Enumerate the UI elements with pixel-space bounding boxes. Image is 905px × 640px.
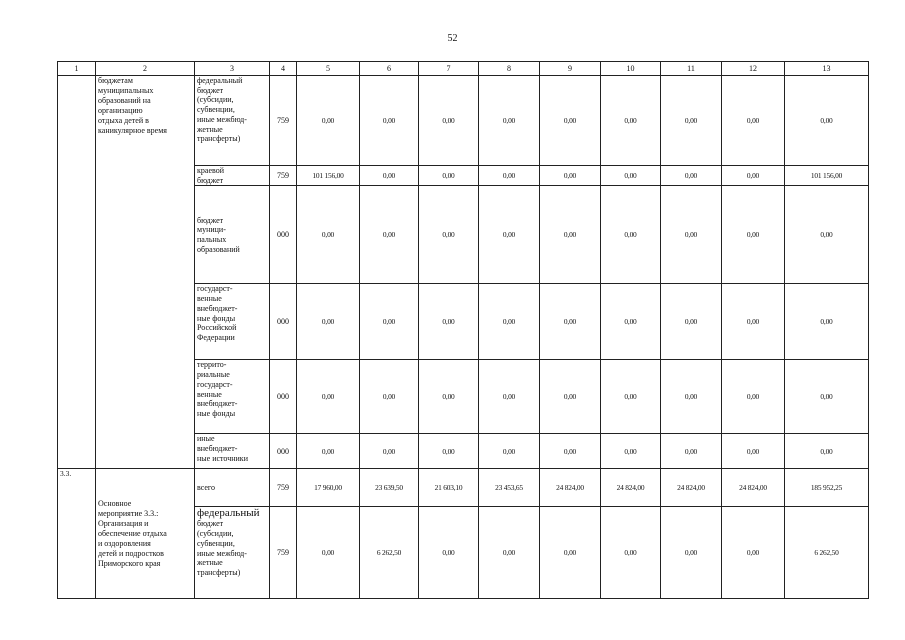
amount-cell: 185 952,25 bbox=[785, 469, 869, 507]
column-number: 2 bbox=[96, 62, 195, 76]
amount-cell: 0,00 bbox=[360, 76, 419, 166]
budget-row bbox=[58, 76, 869, 166]
column-number: 11 bbox=[661, 62, 722, 76]
budget-code: 759 bbox=[270, 76, 297, 166]
amount-cell: 0,00 bbox=[661, 284, 722, 360]
amount-cell: 0,00 bbox=[479, 507, 540, 599]
funding-source bbox=[195, 434, 270, 469]
column-number: 12 bbox=[722, 62, 785, 76]
amount-cell: 0,00 bbox=[297, 76, 360, 166]
amount-cell: 0,00 bbox=[360, 434, 419, 469]
column-number: 1 bbox=[58, 62, 96, 76]
funding-source-first-line: федеральный bbox=[197, 507, 260, 520]
amount-cell: 0,00 bbox=[540, 360, 601, 434]
amount-cell: 23 453,65 bbox=[479, 469, 540, 507]
budget-code: 759 bbox=[270, 469, 297, 507]
amount-cell: 0,00 bbox=[419, 507, 479, 599]
amount-cell: 24 824,00 bbox=[540, 469, 601, 507]
column-number: 7 bbox=[419, 62, 479, 76]
item-description-text: Основное мероприятие 3.3.: Организация и обеспечение отдыха и оздоровления детей и подростков Приморского края bbox=[98, 498, 167, 568]
amount-cell: 0,00 bbox=[540, 76, 601, 166]
amount-cell: 0,00 bbox=[297, 284, 360, 360]
amount-cell: 101 156,00 bbox=[297, 166, 360, 186]
funding-source-text: федеральный бюджет (субсидии, субвенции, иные межбюд- жетные трансферты) bbox=[197, 76, 247, 144]
amount-cell: 0,00 bbox=[419, 284, 479, 360]
amount-cell: 0,00 bbox=[661, 360, 722, 434]
amount-cell: 0,00 bbox=[540, 166, 601, 186]
amount-cell: 0,00 bbox=[360, 166, 419, 186]
amount-cell: 23 639,50 bbox=[360, 469, 419, 507]
column-number: 5 bbox=[297, 62, 360, 76]
funding-source-text: всего bbox=[197, 483, 216, 493]
amount-cell: 0,00 bbox=[601, 166, 661, 186]
amount-cell: 0,00 bbox=[479, 284, 540, 360]
amount-cell: 0,00 bbox=[297, 360, 360, 434]
amount-cell: 0,00 bbox=[479, 434, 540, 469]
amount-cell: 0,00 bbox=[360, 284, 419, 360]
amount-cell: 0,00 bbox=[419, 360, 479, 434]
funding-source-text: бюджет муници- пальных образований bbox=[197, 215, 240, 254]
amount-cell: 0,00 bbox=[722, 360, 785, 434]
amount-cell: 101 156,00 bbox=[785, 166, 869, 186]
amount-cell: 0,00 bbox=[601, 284, 661, 360]
amount-cell: 0,00 bbox=[601, 76, 661, 166]
amount-cell: 0,00 bbox=[297, 434, 360, 469]
column-number: 9 bbox=[540, 62, 601, 76]
amount-cell: 0,00 bbox=[722, 434, 785, 469]
column-number: 13 bbox=[785, 62, 869, 76]
amount-cell: 0,00 bbox=[419, 166, 479, 186]
amount-cell: 0,00 bbox=[419, 434, 479, 469]
column-number: 4 bbox=[270, 62, 297, 76]
amount-cell: 0,00 bbox=[661, 76, 722, 166]
amount-cell: 21 603,10 bbox=[419, 469, 479, 507]
amount-cell: 0,00 bbox=[601, 186, 661, 284]
funding-source bbox=[195, 360, 270, 434]
amount-cell: 0,00 bbox=[479, 186, 540, 284]
amount-cell: 0,00 bbox=[540, 507, 601, 599]
amount-cell: 0,00 bbox=[419, 76, 479, 166]
amount-cell: 0,00 bbox=[661, 166, 722, 186]
budget-table bbox=[57, 61, 869, 599]
item-number: 3.3. bbox=[58, 469, 96, 599]
amount-cell: 0,00 bbox=[722, 507, 785, 599]
budget-code: 000 bbox=[270, 360, 297, 434]
budget-row bbox=[58, 469, 869, 507]
funding-source-text: бюджет (субсидии, субвенции, иные межбюд- жетные трансферты) bbox=[197, 519, 247, 577]
amount-cell: 0,00 bbox=[722, 76, 785, 166]
budget-code: 759 bbox=[270, 166, 297, 186]
amount-cell: 0,00 bbox=[360, 360, 419, 434]
amount-cell: 0,00 bbox=[540, 284, 601, 360]
funding-source bbox=[195, 284, 270, 360]
amount-cell: 24 824,00 bbox=[722, 469, 785, 507]
amount-cell: 0,00 bbox=[419, 186, 479, 284]
amount-cell: 0,00 bbox=[601, 434, 661, 469]
column-number: 3 bbox=[195, 62, 270, 76]
column-number-row bbox=[58, 62, 869, 76]
amount-cell: 0,00 bbox=[601, 507, 661, 599]
amount-cell: 0,00 bbox=[722, 284, 785, 360]
amount-cell: 0,00 bbox=[601, 360, 661, 434]
amount-cell: 0,00 bbox=[297, 507, 360, 599]
funding-source bbox=[195, 166, 270, 186]
item-number bbox=[58, 76, 96, 469]
amount-cell: 0,00 bbox=[661, 507, 722, 599]
funding-source-text: государст- венные внебюджет- ные фонды Российской Федерации bbox=[197, 284, 238, 342]
amount-cell: 0,00 bbox=[661, 434, 722, 469]
funding-source-text: краевой бюджет bbox=[197, 166, 224, 185]
funding-source-text: террито- риальные государст- венные внебюджет- ные фонды bbox=[197, 360, 238, 418]
funding-source bbox=[195, 186, 270, 284]
page-number: 52 bbox=[447, 33, 458, 44]
funding-source bbox=[195, 507, 270, 599]
budget-code: 000 bbox=[270, 284, 297, 360]
amount-cell: 0,00 bbox=[297, 186, 360, 284]
amount-cell: 0,00 bbox=[540, 434, 601, 469]
amount-cell: 24 824,00 bbox=[601, 469, 661, 507]
amount-cell: 0,00 bbox=[785, 360, 869, 434]
column-number: 10 bbox=[601, 62, 661, 76]
amount-cell: 0,00 bbox=[479, 76, 540, 166]
amount-cell: 0,00 bbox=[785, 434, 869, 469]
funding-source-text: иные внебюджет- ные источники bbox=[197, 434, 248, 463]
amount-cell: 0,00 bbox=[785, 76, 869, 166]
amount-cell: 0,00 bbox=[785, 186, 869, 284]
amount-cell: 0,00 bbox=[360, 186, 419, 284]
budget-code: 000 bbox=[270, 186, 297, 284]
amount-cell: 24 824,00 bbox=[661, 469, 722, 507]
funding-source bbox=[195, 76, 270, 166]
budget-code: 000 bbox=[270, 434, 297, 469]
amount-cell: 6 262,50 bbox=[785, 507, 869, 599]
column-number: 6 bbox=[360, 62, 419, 76]
amount-cell: 0,00 bbox=[479, 166, 540, 186]
item-description bbox=[96, 469, 195, 599]
amount-cell: 0,00 bbox=[785, 284, 869, 360]
item-description bbox=[96, 76, 195, 469]
amount-cell: 0,00 bbox=[479, 360, 540, 434]
funding-source bbox=[195, 469, 270, 507]
budget-code: 759 bbox=[270, 507, 297, 599]
amount-cell: 6 262,50 bbox=[360, 507, 419, 599]
table-body bbox=[58, 62, 869, 599]
amount-cell: 17 960,00 bbox=[297, 469, 360, 507]
amount-cell: 0,00 bbox=[722, 166, 785, 186]
amount-cell: 0,00 bbox=[540, 186, 601, 284]
amount-cell: 0,00 bbox=[722, 186, 785, 284]
column-number: 8 bbox=[479, 62, 540, 76]
amount-cell: 0,00 bbox=[661, 186, 722, 284]
item-description-text: бюджетам муниципальных образований на организацию отдыха детей в каникулярное время bbox=[98, 76, 167, 135]
